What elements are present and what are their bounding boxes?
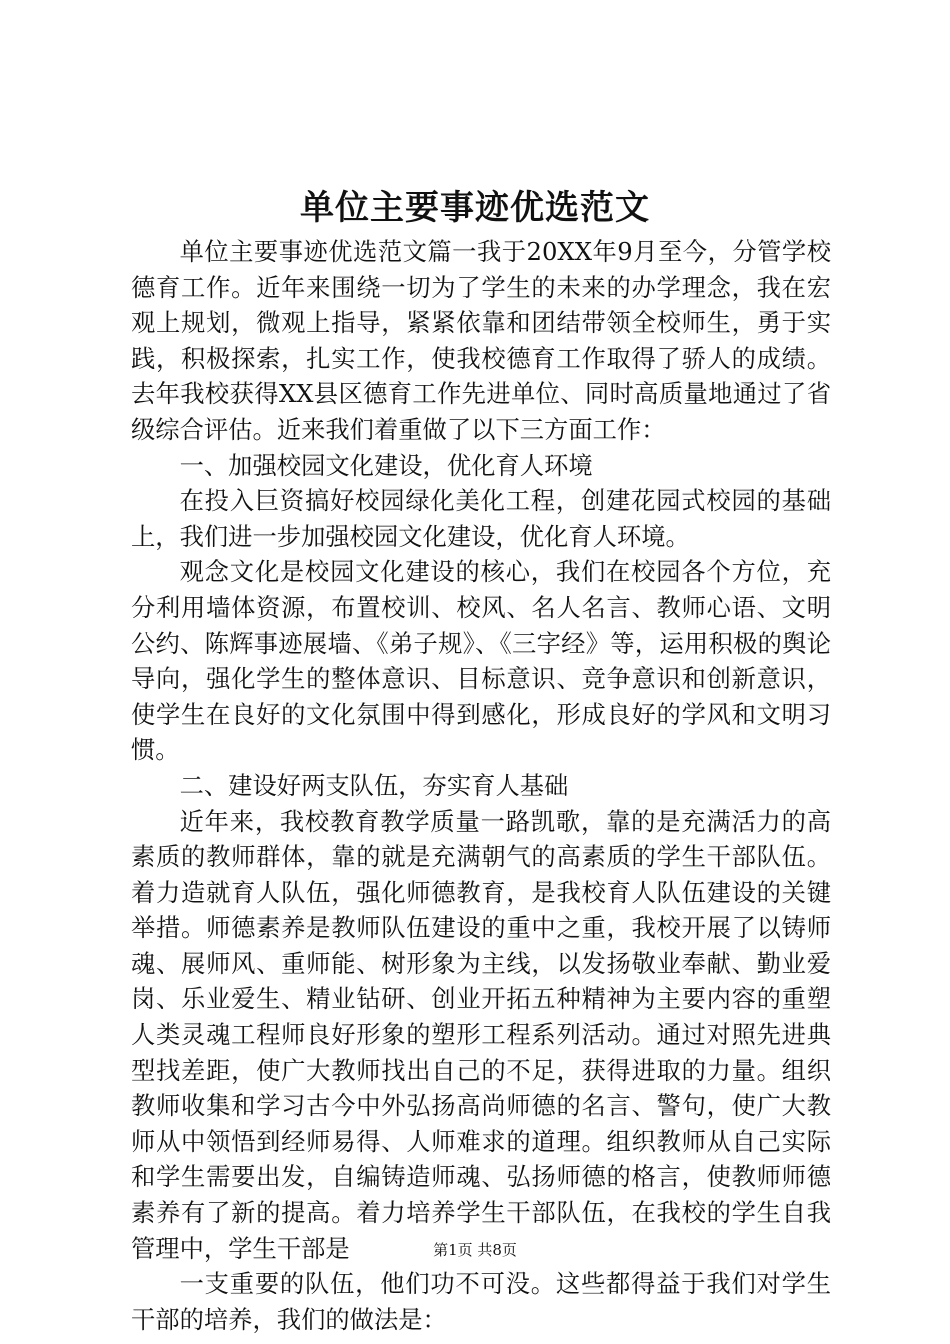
section-heading-2: 二、建设好两支队伍，夯实育人基础 — [179, 770, 569, 800]
document-title: 单位主要事迹优选范文 — [300, 188, 650, 228]
paragraph-intro: 单位主要事迹优选范文篇一我于20XX年9月至今，分管学校德育工作。近年来围绕一切为了学生的未来的办学理念，我在宏观上规划，微观上指导，紧紧依靠和团结带领全校师生，勇于实践，积极探索，扎实工作，使我校德育工作取得了骄人的成绩。去年我校获得XX县区德育工作先进单位、同时高质量地通过了省级综合评估。近来我们着重做了以下三方面工作： — [131, 237, 831, 444]
document-body — [131, 234, 831, 1337]
paragraph-campus-culture: 观念文化是校园文化建设的核心，我们在校园各个方位，充分利用墙体资源，布置校训、校风、名人名言、教师心语、文明公约、陈辉事迹展墙、《弟子规》、《三字经》等，运用积极的舆论导向，强化学生的整体意识、目标意识、竞争意识和创新意识，使学生在良好的文化氛围中得到感化，形成良好的学风和文明习惯。 — [131, 557, 831, 765]
paragraph-campus-greening: 在投入巨资搞好校园绿化美化工程，创建花园式校园的基础上，我们进一步加强校园文化建设，优化育人环境。 — [131, 486, 831, 551]
paragraph-teacher-team: 近年来，我校教育教学质量一路凯歌，靠的是充满活力的高素质的教师群体，靠的就是充满朝气的高素质的学生干部队伍。着力造就育人队伍，强化师德教育，是我校育人队伍建设的关键举措。师德素养是教师队伍建设的重中之重，我校开展了以铸师魂、展师风、重师能、树形象为主线，以发扬敬业奉献、勤业爱岗、乐业爱生、精业钻研、创业开拓五种精神为主要内容的重塑人类灵魂工程师良好形象的塑形工程系列活动。通过对照先进典型找差距，使广大教师找出自己的不足，获得进取的力量。组织教师收集和学习古今中外弘扬高尚师德的名言、警句，使广大教师从中领悟到经师易得、人师难求的道理。组织教师从自己实际和学生需要出发，自编铸造师魂、弘扬师德的格言，使教师师德素养有了新的提高。着力培养学生干部队伍，在我校的学生自我管理中，学生干部是 — [131, 806, 831, 1263]
section-heading-1: 一、加强校园文化建设，优化育人环境 — [179, 450, 593, 480]
paragraph-student-cadres: 一支重要的队伍，他们功不可没。这些都得益于我们对学生干部的培养，我们的做法是： — [131, 1269, 831, 1334]
page-number-footer: 第1页 共8页 — [433, 1241, 517, 1259]
